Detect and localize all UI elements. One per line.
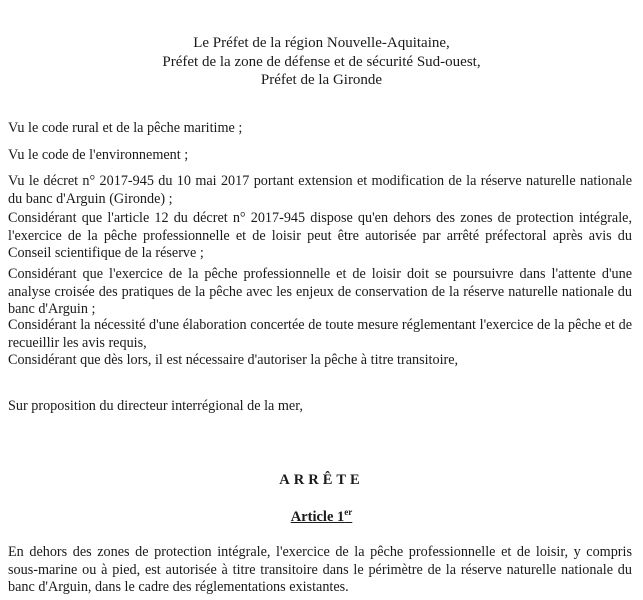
proposal-line: Sur proposition du directeur interrégional de la mer,: [8, 398, 303, 414]
visa-1: Vu le code rural et de la pêche maritime ;: [8, 120, 243, 136]
visa-3: Vu le décret n° 2017-945 du 10 mai 2017 portant extension et modification de la réserve naturelle nationale du banc d'Arguin (Gironde) ;: [8, 173, 632, 207]
article-sup: er: [344, 507, 353, 517]
considerant-2: Considérant que l'exercice de la pêche professionnelle et de loisir doit se poursuivre dans l'attente d'une analyse croisée des pratiques de la pêche avec les enjeux de conservation de la réserve naturelle nationale du banc d'Arguin ;: [8, 266, 632, 317]
header-line-2: Préfet de la zone de défense et de sécurité Sud-ouest,: [162, 53, 481, 70]
considerant-3: Considérant la nécessité d'une élaboration concertée de toute mesure réglementant l'exercice de la pêche et de recueillir les avis requis,: [8, 317, 632, 351]
considerant-1: Considérant que l'article 12 du décret n° 2017-945 dispose qu'en dehors des zones de protection intégrale, l'exercice de la pêche professionnelle et de loisir peut être autorisée par arrêté préfectoral après avis du Conseil scientifique de la réserve ;: [8, 210, 632, 261]
decree-title: ARRÊTE: [279, 472, 364, 488]
prefect-header: [0, 34, 643, 90]
header-line-1: Le Préfet de la région Nouvelle-Aquitaine,: [193, 35, 450, 51]
article-heading: [0, 507, 643, 526]
header-line-3: Préfet de la Gironde: [260, 72, 383, 88]
considerant-4: Considérant que dès lors, il est nécessaire d'autoriser la pêche à titre transitoire,: [8, 352, 459, 368]
article-1-text: En dehors des zones de protection intégrale, l'exercice de la pêche professionnelle et de loisir, y compris sous-marine ou à pied, est autorisée à titre transitoire dans le périmètre de la réserve naturelle nationale du banc d'Arguin, dans le cadre des réglementations existantes.: [8, 544, 632, 595]
article-label: Article 1er: [290, 507, 353, 525]
visa-2: Vu le code de l'environnement ;: [8, 147, 189, 163]
